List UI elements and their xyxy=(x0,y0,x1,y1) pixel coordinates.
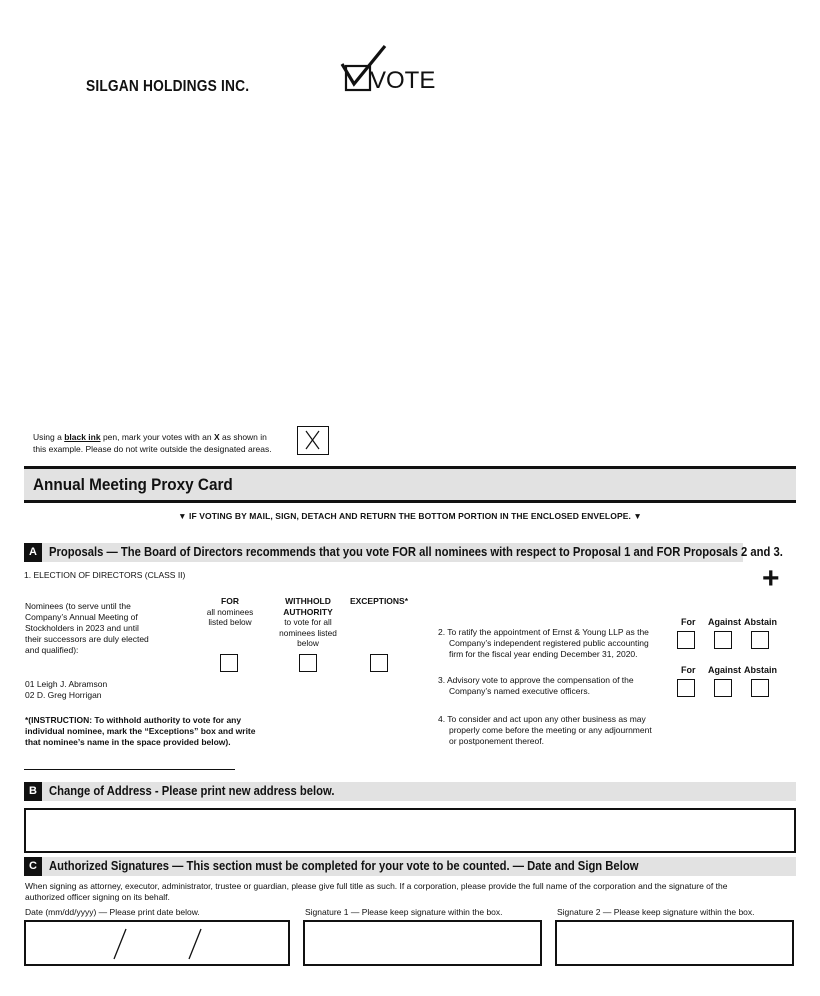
checkbox-for-all[interactable] xyxy=(220,654,238,672)
proposal-3: 3. Advisory vote to approve the compensation of the Company’s named executive officers. xyxy=(438,675,634,696)
withhold-instruction: *(INSTRUCTION: To withhold authority to vote for any individual nominee, mark the “Exceptions” box and write that nominee’s name in the space provided below). xyxy=(25,715,256,747)
p2-abstain-checkbox[interactable] xyxy=(751,631,769,649)
section-c-title: Authorized Signatures — This section must be completed for your vote to be counted. — Date and Sign Below xyxy=(49,859,639,873)
p2-against-checkbox[interactable] xyxy=(714,631,732,649)
col-head-exceptions: EXCEPTIONS* xyxy=(349,596,409,606)
col-head-withhold: WITHHOLD AUTHORITY to vote for all nominees listed below xyxy=(279,596,337,648)
signature-1-label: Signature 1 — Please keep signature within the box. xyxy=(305,907,503,917)
date-label: Date (mm/dd/yyyy) — Please print date below. xyxy=(25,907,200,917)
signing-note: When signing as attorney, executor, administrator, trustee or guardian, please give full title as such. If a corporation, please provide the full name of the corporation and the signature of the authorized officer signing on its behalf. xyxy=(25,881,728,902)
checkbox-exceptions[interactable] xyxy=(370,654,388,672)
col-head-for: FOR all nominees listed below xyxy=(206,596,254,627)
divider-bottom xyxy=(24,500,796,503)
p3-for-checkbox[interactable] xyxy=(677,679,695,697)
signature-1-box[interactable] xyxy=(303,920,542,966)
election-label: 1. ELECTION OF DIRECTORS (CLASS II) xyxy=(24,570,186,580)
section-b-bar xyxy=(24,782,796,801)
address-input-box[interactable] xyxy=(24,808,796,853)
card-title-bar xyxy=(24,469,796,500)
p3-abstain-checkbox[interactable] xyxy=(751,679,769,697)
p2-for-checkbox[interactable] xyxy=(677,631,695,649)
section-a-letter: A xyxy=(24,543,42,562)
nominee-list xyxy=(25,679,107,701)
section-a-title: Proposals — The Board of Directors recommends that you vote FOR all nominees with respect to Proposal 1 and FOR Proposals 2 and 3. xyxy=(49,545,783,559)
proposal-4: 4. To consider and act upon any other business as may properly come before the meeting or any adjournment or postponement thereof. xyxy=(438,714,652,746)
exception-write-line[interactable] xyxy=(24,769,235,770)
detach-notice: ▼ IF VOTING BY MAIL, SIGN, DETACH AND RETURN THE BOTTOM PORTION IN THE ENCLOSED ENVELOPE. ▼ xyxy=(178,511,642,521)
company-name: SILGAN HOLDINGS INC. xyxy=(86,78,250,95)
nominee-intro: Nominees (to serve until the Company’s Annual Meeting of Stockholders in 2023 and until their successors are duly elected and qualified): xyxy=(25,601,149,655)
signature-2-box[interactable] xyxy=(555,920,794,966)
marking-instructions: Using a black ink pen, mark your votes with an X as shown in this example. Please do not write outside the designated areas. xyxy=(33,432,272,454)
card-title: Annual Meeting Proxy Card xyxy=(33,475,233,494)
section-c-bar xyxy=(24,857,796,876)
proposal-2: 2. To ratify the appointment of Ernst & Young LLP as the Company’s independent registered public accounting firm for the fiscal year ending December 31, 2020. xyxy=(438,627,649,659)
vote-logo-text: VOTE xyxy=(370,67,436,94)
signature-2-label: Signature 2 — Please keep signature within the box. xyxy=(557,907,755,917)
p3-against-checkbox[interactable] xyxy=(714,679,732,697)
plus-mark: + xyxy=(762,562,780,595)
checkbox-withhold[interactable] xyxy=(299,654,317,672)
nominee-2: 02 D. Greg Horrigan xyxy=(25,690,102,700)
section-b-title: Change of Address - Please print new address below. xyxy=(49,784,335,798)
date-input-box[interactable] xyxy=(24,920,290,966)
section-c-letter: C xyxy=(24,857,42,876)
section-a-bar xyxy=(24,543,783,562)
example-marked-box xyxy=(297,426,329,455)
nominee-1: 01 Leigh J. Abramson xyxy=(25,679,108,689)
vote-logo xyxy=(340,44,436,96)
section-b-letter: B xyxy=(24,782,42,801)
